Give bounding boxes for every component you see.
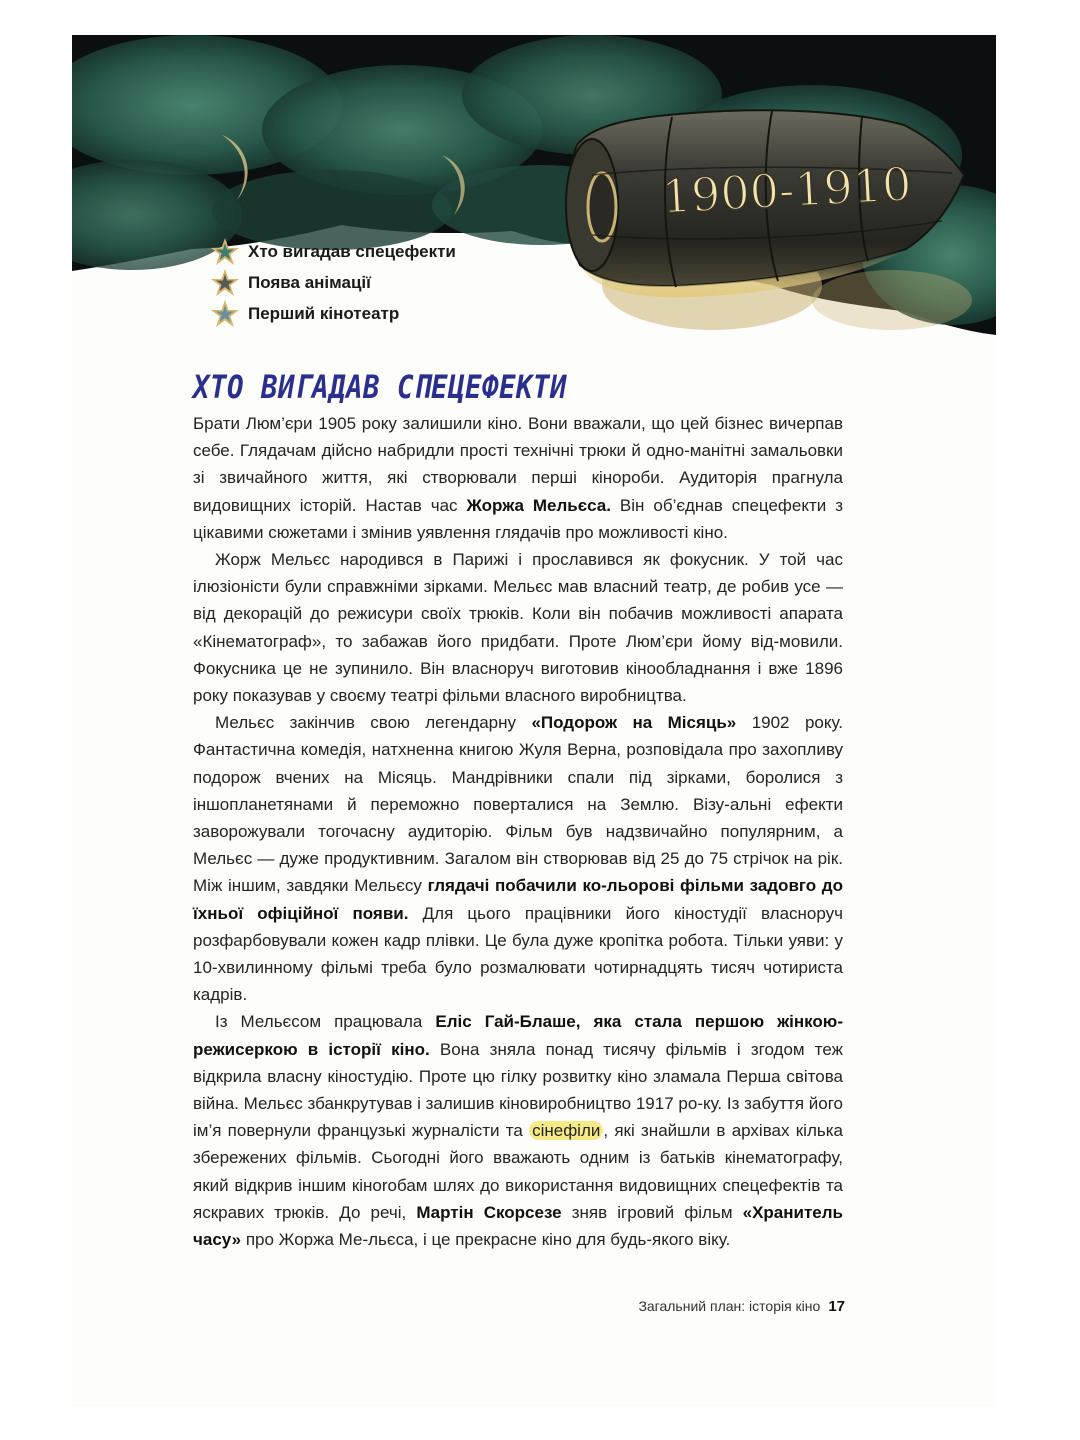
toc-item bbox=[210, 236, 456, 267]
running-title: Загальний план: історія кіно bbox=[638, 1298, 821, 1314]
toc-item bbox=[210, 298, 456, 329]
paragraph-4: Із Мельєсом працювала Еліс Гай-Блаше, яка стала першою жінкою-режисеркою в історії кіно. Вона зняла понад тисячу фільмів і згодом теж відкрила власну кіностудію. Проте цю гілку розвитку кіно зламала Перша світова війна. Мельєс збанкрутував і залишив кіновиробництво 1917 ро-ку. Із забуття його ім’я повернули французькі журналісти та сінефіли , які знайшли в архівах кілька збережених фільмів. Сьогодні його вважають одним із батьків кінематографу, який відкрив іншим кінorобам шлях до використання видовищних спецефектів та яскравих трюків. До речі, Мартін Скорсезе зняв ігровий фільм «Хранитель часу» про Жоржа Ме-льєса, і це прекрасне кіно для будь-якого віку. bbox=[193, 1012, 843, 1250]
highlighted-term: сінефіли bbox=[529, 1121, 603, 1140]
paragraph-3: Мельєс закінчив свою легендарну «Подорож на Місяць» 1902 року. Фантастична комедія, натхненна книгою Жуля Верна, розповідала про захопливу подорож вчених на Місяць. Мандрівники спали під зірками, боролися з іншопланетянами й переможно поверталися на Землю. Візу-альні ефекти заворожували тогочасну аудиторію. Фільм був надзвичайно популярним, а Мельєс — дуже продуктивним. Загалом він створював від 25 до 75 стрічок на рік. Між іншим, завдяки Мельєсу глядачі побачили ко-льорові фільми задовго до їхньої офіційної появи. Для цього працівники його кіностудії власноруч розфарбовували кожен кадр плівки. Це була дуже кропітка робота. Тільки уяви: у 10-хвилинному фільмі треба було розмалювати чотирнадцять тисяч чотириста кадрів. bbox=[193, 713, 843, 1005]
page-footer bbox=[605, 1298, 845, 1315]
paragraph-2: Жорж Мельєс народився в Парижі і прославився як фокусник. У той час ілюзіоністи були справжніми зірками. Мельєс мав власний театр, де робив усе — від декорацій до режисури своїх трюків. Коли він побачив можливості апарата «Кінематограф», то забажав його придбати. Проте Люм’єри йому від-мовили. Фокусника це не зупинило. Він власноруч виготовив кінообладнання і вже 1896 року показував у своєму театрі фільми власного виробництва. bbox=[193, 550, 843, 706]
toc-item-label: Поява анімації bbox=[248, 272, 371, 292]
decade-label: 1900-1910 bbox=[660, 156, 913, 224]
page-number: 17 bbox=[828, 1298, 845, 1315]
toc-item-label: Перший кінотеатр bbox=[248, 303, 400, 323]
star-icon bbox=[210, 299, 240, 329]
paragraph-1: Брати Люм’єри 1905 року залишили кіно. Вони вважали, що цей бізнес вичерпав себе. Глядачам дійсно набридли прості технічні трюки й одно-манітні замальовки зі звичайного життя, які створювали перші кінороби. Аудиторія прагнула видовищних історій. Настав час Жоржа Мельєса. Він об’єднав спецефекти з цікавими сюжетами і змінив уявлення глядачів про можливості кіно. bbox=[193, 414, 844, 542]
chapter-contents bbox=[210, 236, 456, 329]
star-icon bbox=[210, 268, 240, 298]
toc-item bbox=[210, 267, 456, 298]
toc-item-label: Хто вигадав спецефекти bbox=[248, 241, 456, 261]
section-title: ХТО ВИГАДАВ СПЕЦЕФЕКТИ bbox=[193, 368, 567, 406]
article-body bbox=[193, 410, 843, 1253]
star-icon bbox=[210, 237, 240, 267]
